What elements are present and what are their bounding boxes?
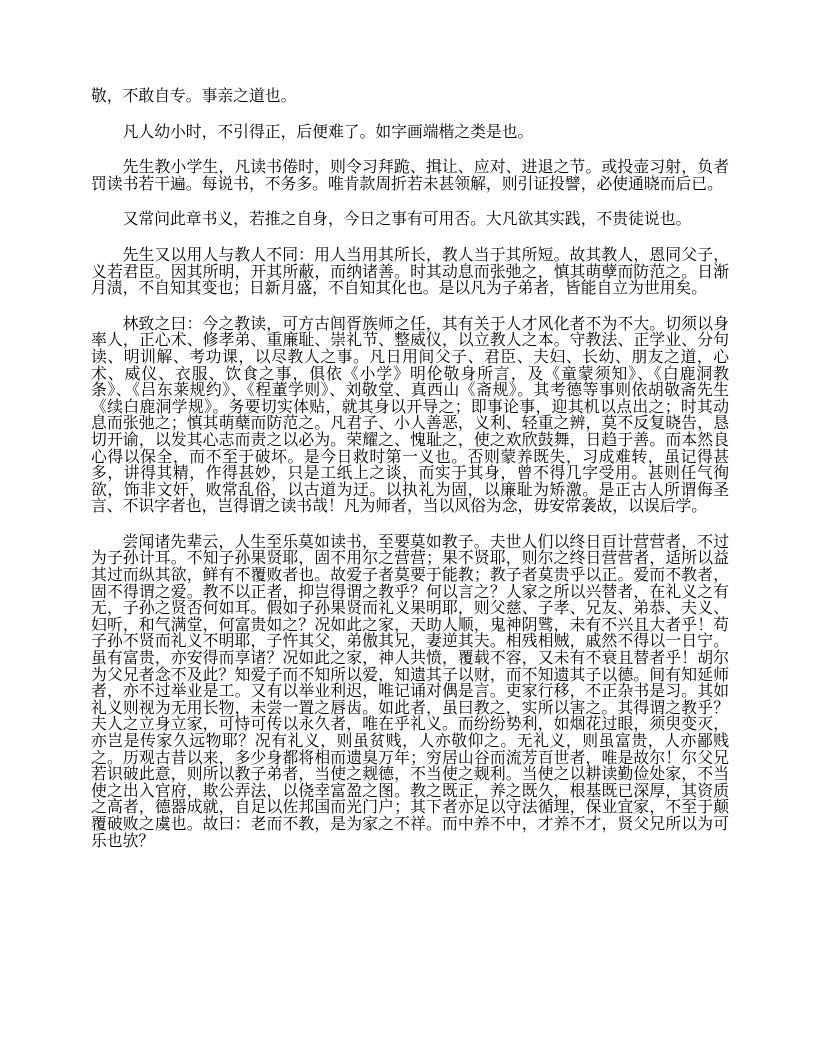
paragraph-6: 林致之曰：今之教读，可方古闾胥族师之任，其有关于人才风化者不为不大。切须以身率人，正心术、修孝弟、重廉耻、崇礼节、整威仪，以立教人之本。守教法、正学业、分句读、明训解、考功课，以尽教人之事。凡日用间父子、君臣、夫妇、长幼、朋友之道，心术、威仪、衣服、饮食之事，俱依《小学》明伦敬身所言，及《童蒙须知》、《白鹿洞教条》、《吕东莱规约》、《程董学则》、刘敬堂、真西山《斋规》。其考德等事则依胡敬斋先生《续白鹿洞学规》。务要切实体贴，就其身以开导之；即事论事，迎其机以点出之；时其动息而张弛之；慎其萌蘖而防范之。凡君子、小人善恶，义利、轻重之辨，莫不反复晓告，恳切开谕，以发其心志而责之以必为。荣耀之、愧耻之，使之欢欣鼓舞，日趋于善。而本然良心得以保全，而不至于破坏。是今日救时第一义也。否则蒙养既失，习成难转，虽记得甚多，讲得其精，作得甚妙，只是工纸上之谈，而实于其身，曾不得几字受用。甚则任气徇欲，饰非文奸，败常乱俗，以古道为迂。以执礼为固，以廉耻为矫激。是正古人所谓侮圣言、不识字者也，岂得谓之读书哉！凡为师者，当以风俗为念，毋安常袭故，以误后学。	[91, 315, 729, 516]
paragraph-4: 又常问此章书义，若推之自身，今日之事有可用否。大凡欲其实践，不贵徒说也。	[122, 211, 692, 229]
paragraph-2: 凡人幼小时，不引得正，后便难了。如字画端楷之类是也。	[122, 123, 534, 141]
paragraph-5: 先生又以用人与教人不同：用人当用其所长，教人当于其所短。故其教人，恩同父子，义若君臣。因其所明，开其所蔽，而纳诸善。时其动息而张弛之，慎其萌孽而防范之。日渐月渍，不自知其变也；日新月盛，不自知其化也。是以凡为子弟者，皆能自立为世用矣。	[91, 246, 729, 298]
paragraph-1: 敬，不敢自专。事亲之道也。	[91, 88, 297, 105]
paragraph-7: 尝闻诸先辈云，人生至乐莫如读书，至要莫如教子。夫世人们以终日百计营营者，不过为子孙计耳。不知子孙果贤耶，固不用尔之营营；果不贤耶，则尔之终日营营者，适所以益其过而纵其欲，鲜有不覆败者也。故爱子者莫要于能教；教子者莫贵乎以正。爱而不教者，固不得谓之爱。教不以正者，抑岂得谓之教乎？何以言之？人家之所以兴替者，在礼义之有无，子孙之贤否何如耳。假如子孙果贤而礼义果明耶，则父慈、子孝、兄友、弟恭、夫义、妇听，和气满堂，何富贵如之？况如此之家，天助人顺，鬼神阴骘，未有不兴且大者乎！苟子孙不贤而礼义不明耶，子忤其父，弟傲其兄，妻逆其夫。相残相贼，戚然不得以一日宁。虽有富贵，亦安得而享诸？况如此之家，神人共愤，覆载不容，又未有不衰且替者乎！胡尔为父兄者念不及此？知爱子而不知所以爱，知遗其子以财，而不知遗其子以德。间有知延师者，亦不过举业是工。又有以举业利迟，唯记诵对偶是言。吏家行移，不正杂书是习。其如礼义则视为无用长物，未尝一置之唇齿。如此者，虽曰教之，实所以害之。其得谓之教乎？夫人之立身立家，可恃可传以永久者，唯在乎礼义。而纷纷势利，如烟花过眼，须臾变灭，亦岂是传家久远物耶？况有礼义，则虽贫贱，人亦敬仰之。无礼义，则虽富贵，人亦鄙贱之。历观古昔以来，多少身都将相而遗臭万年；穷居山谷而流芳百世者，唯是故尔！尔父兄若识破此意，则所以教子弟者，当使之觌德，不当使之觌利。当使之以耕读勤俭处家，不当使之出入官府，欺公弄法，以侥幸富盈之图。教之既正，养之既久，根基既已深厚，其资质之高者，德器成就，自足以佐邦国而光门户；其下者亦足以守法循理，保业宜家，不至于颠覆破败之虞也。故曰：老而不教，是为家之不祥。而中养不中，才养不才，贤父兄所以为可乐也欤？	[91, 533, 729, 850]
paragraph-3: 先生教小学生，凡读书倦时，则令习拜跪、揖让、应对、进退之节。或投壶习射，负者罚读书若干遍。每说书，不务多。唯肯款周折若未甚领解，则引证投譬，必使通晓而后已。	[91, 159, 729, 193]
text-block	[91, 89, 729, 850]
